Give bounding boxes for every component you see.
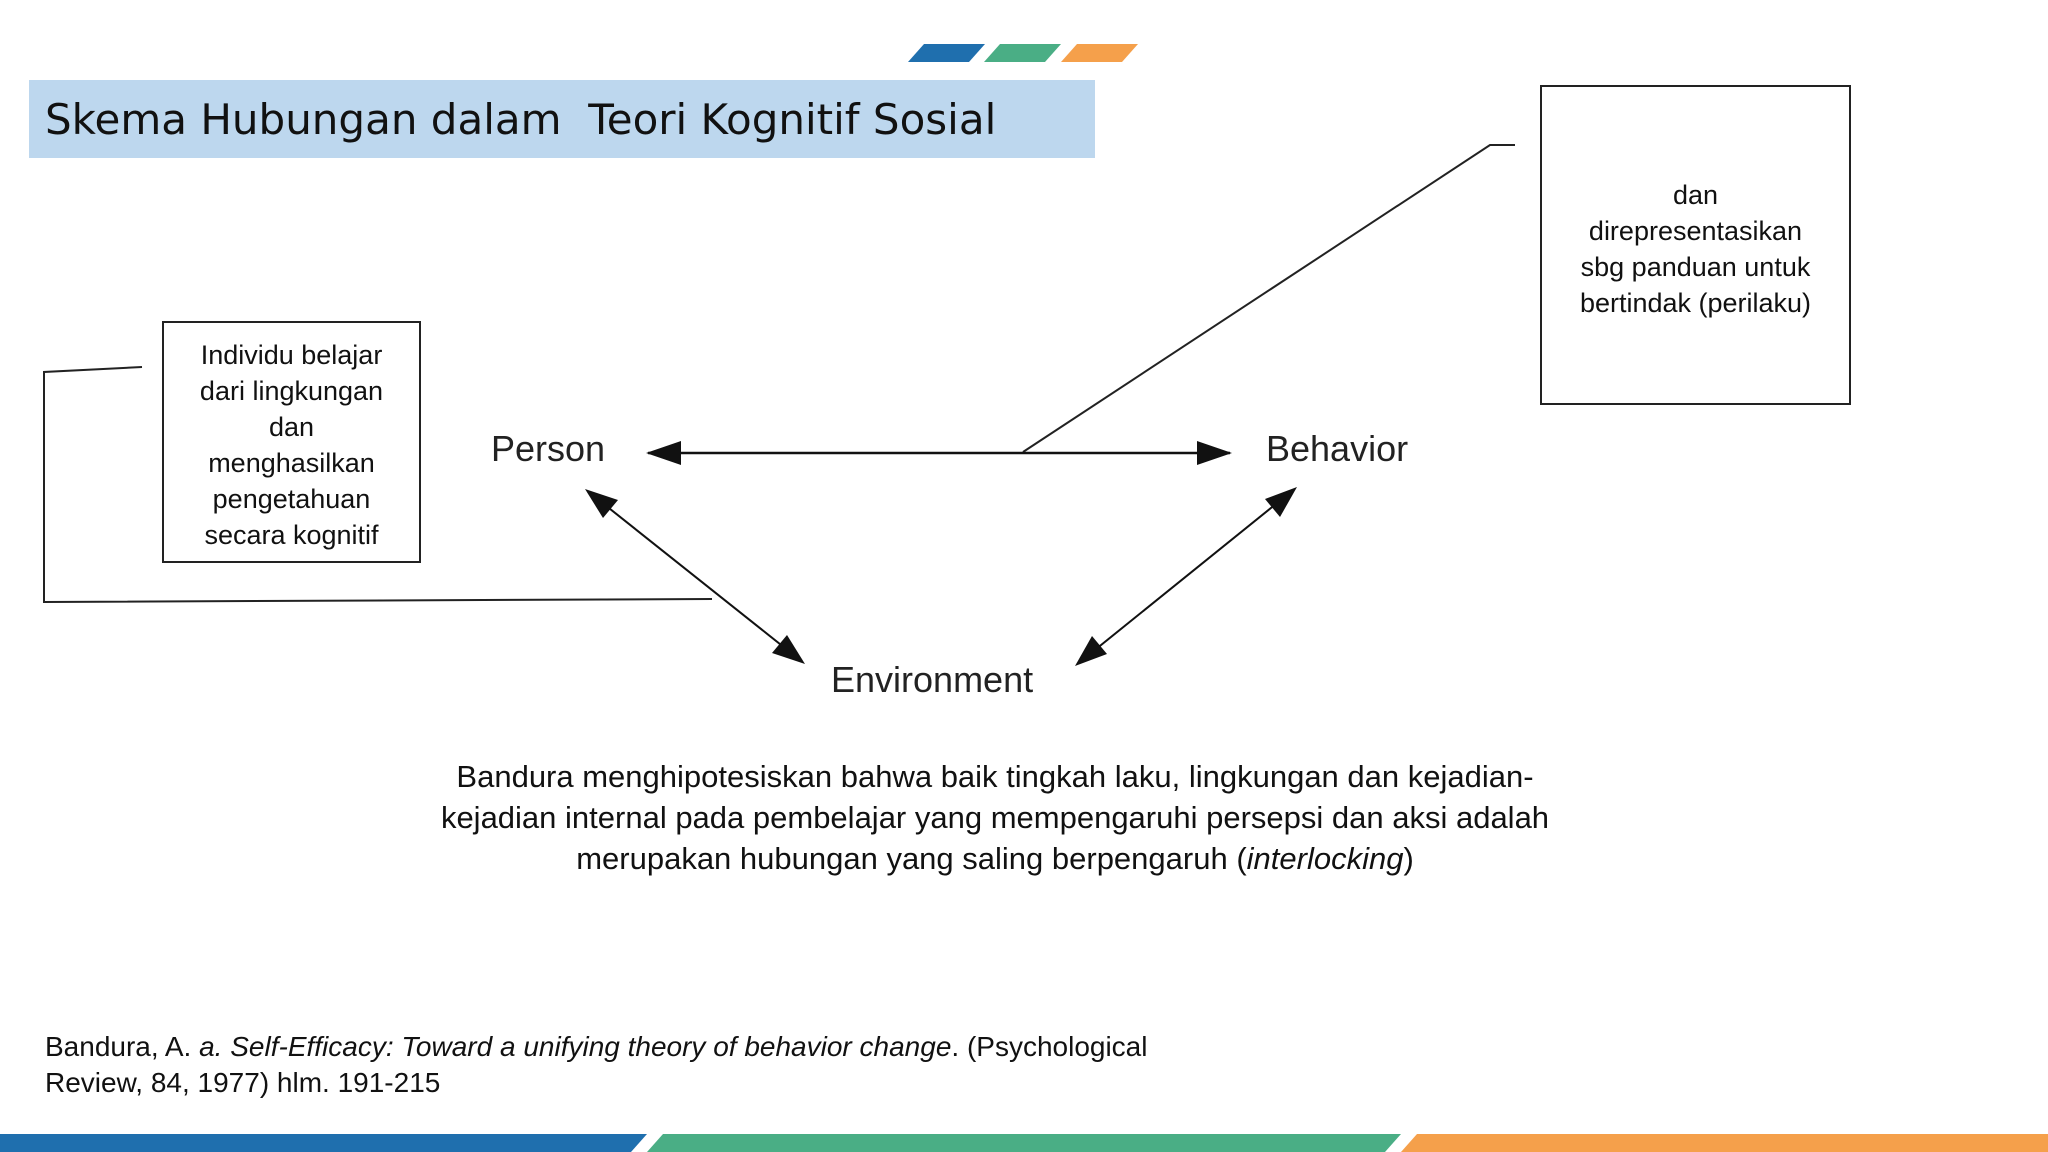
note-box-left — [162, 321, 421, 563]
arrowhead-environment-left — [772, 635, 805, 664]
reference-line-2: Review, 84, 1977) hlm. 191-215 — [45, 1067, 441, 1098]
reference-rest: . (Psychological — [951, 1031, 1148, 1062]
reference-line-1 — [45, 1029, 1295, 1065]
summary-line-2: kejadian internal pada pembelajar yang mempengaruhi persepsi dan aksi adalah — [440, 800, 1550, 835]
node-behavior: Behavior — [1266, 428, 1409, 469]
note-left-line: pengetahuan — [212, 484, 371, 514]
summary-line-3-start: merupakan hubungan yang saling berpengaruh ( — [576, 841, 1247, 876]
summary-line-3 — [330, 838, 1660, 879]
arrowhead-person-side — [646, 441, 681, 465]
reference-citation — [45, 1029, 1295, 1101]
summary-line-3-end: ) — [1403, 841, 1414, 876]
note-right-line: dan — [1672, 180, 1719, 210]
note-box-right — [1540, 85, 1851, 405]
bottom-accent-band — [0, 1132, 2048, 1152]
note-left-line: Individu belajar — [200, 340, 383, 370]
callout-line-right — [1023, 145, 1515, 452]
node-environment: Environment — [831, 659, 1034, 700]
note-right-line: bertindak (perilaku) — [1579, 288, 1812, 318]
slide-title: Skema Hubungan dalam Teori Kognitif Sosial — [45, 94, 997, 144]
summary-text — [330, 756, 1660, 879]
arrowhead-behavior-bottom — [1265, 487, 1297, 517]
note-right-line: sbg panduan untuk — [1580, 252, 1811, 282]
arrow-person-environment — [590, 493, 800, 660]
summary-italic-term: interlocking — [1246, 841, 1404, 876]
note-left-line: dari lingkungan — [199, 376, 384, 406]
arrowhead-person-top — [585, 489, 618, 518]
note-left-line: menghasilkan — [208, 448, 375, 478]
arrowhead-environment-right — [1075, 636, 1107, 666]
node-person: Person — [491, 428, 606, 469]
arrow-behavior-environment — [1080, 491, 1292, 662]
arrowhead-behavior-side — [1197, 441, 1232, 465]
note-left-line: secara kognitif — [204, 520, 379, 550]
bottom-band-orange — [1401, 1134, 2048, 1152]
bottom-band-green — [647, 1134, 1401, 1152]
bottom-band-blue — [0, 1134, 647, 1152]
reference-title: a. Self-Efficacy: Toward a unifying theory of behavior change — [199, 1031, 952, 1062]
reference-author: Bandura, A. — [45, 1031, 200, 1062]
note-right-line: direpresentasikan — [1588, 216, 1803, 246]
note-left-line: dan — [268, 412, 315, 442]
summary-line-1: Bandura menghipotesiskan bahwa baik tingkah laku, lingkungan dan kejadian- — [456, 759, 1534, 794]
